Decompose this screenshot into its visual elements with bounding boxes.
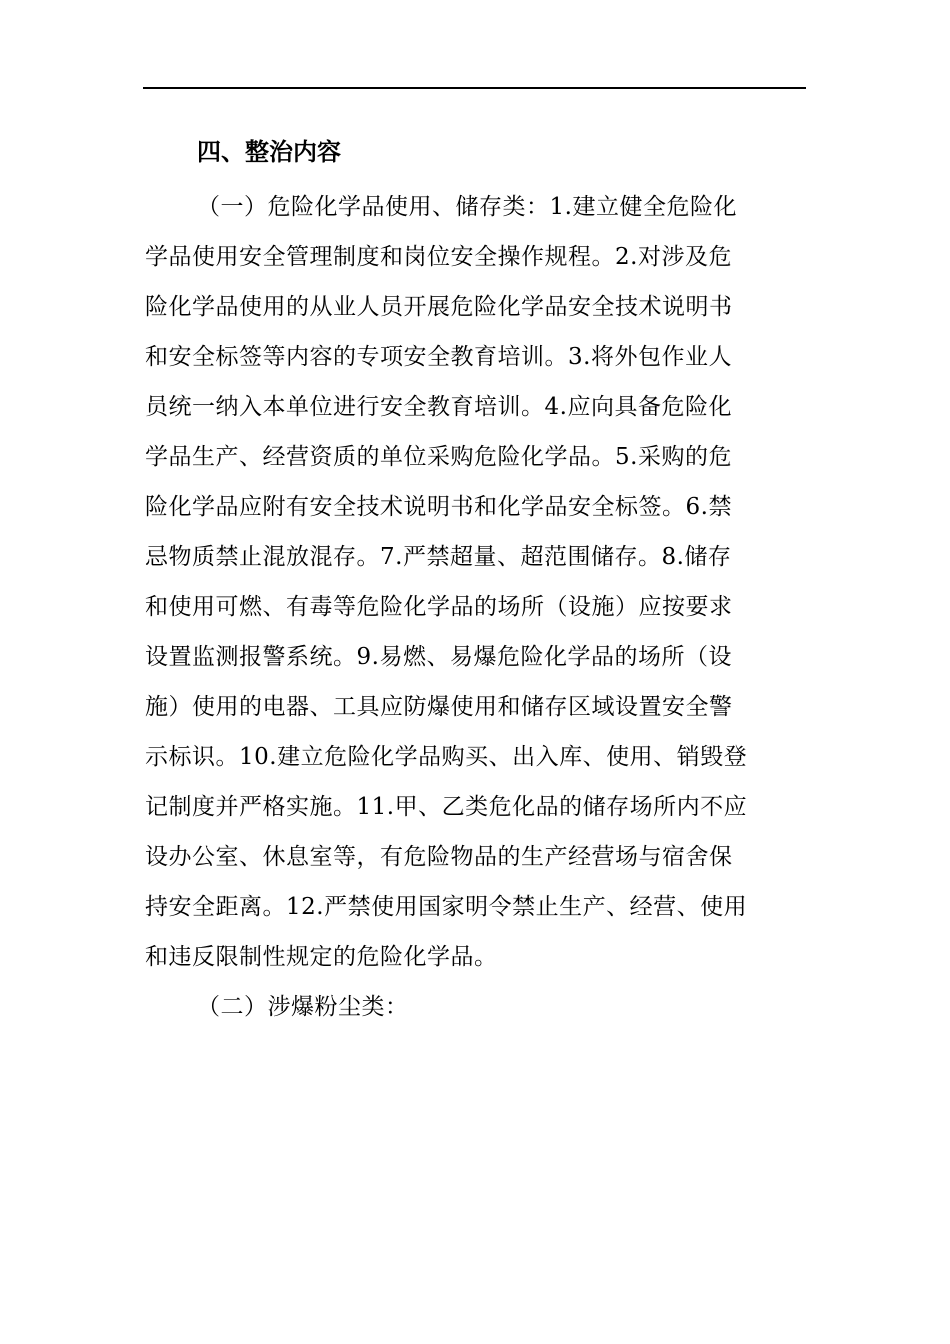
text-line: （一）危险化学品使用、储存类：1.建立健全危险化: [197, 194, 737, 220]
text-line: 和使用可燃、有毒等危险化学品的场所（设施）应按要求: [145, 594, 733, 620]
text-line: 学品生产、经营资质的单位采购危险化学品。5.采购的危: [145, 444, 732, 470]
text-line: 和安全标签等内容的专项安全教育培训。3.将外包作业人: [145, 344, 732, 370]
text-line: 持安全距离。12.严禁使用国家明令禁止生产、经营、使用: [145, 894, 748, 920]
text-line: 险化学品使用的从业人员开展危险化学品安全技术说明书: [145, 294, 733, 320]
text-line: 设置监测报警系统。9.易燃、易爆危险化学品的场所（设: [145, 644, 732, 670]
text-line: 记制度并严格实施。11.甲、乙类危化品的储存场所内不应: [145, 794, 748, 820]
section-heading: 四、整治内容: [197, 138, 341, 166]
text-line: 员统一纳入本单位进行安全教育培训。4.应向具备危险化: [145, 394, 732, 420]
text-line: 忌物质禁止混放混存。7.严禁超量、超范围储存。8.储存: [145, 544, 732, 570]
text-line: 示标识。10.建立危险化学品购买、出入库、使用、销毁登: [145, 744, 748, 770]
header-rule: [143, 87, 806, 89]
paragraph-explosive-dust: [145, 982, 800, 1032]
text-line: 和违反限制性规定的危险化学品。: [145, 944, 498, 970]
text-line: 学品使用安全管理制度和岗位安全操作规程。2.对涉及危: [145, 244, 732, 270]
paragraph-hazardous-chemicals: [145, 182, 800, 982]
document-body: [145, 132, 800, 1032]
text-line: （二）涉爆粉尘类：: [197, 994, 409, 1020]
text-line: 险化学品应附有安全技术说明书和化学品安全标签。6.禁: [145, 494, 732, 520]
text-line: 施）使用的电器、工具应防爆使用和储存区域设置安全警: [145, 694, 733, 720]
text-line: 设办公室、休息室等，有危险物品的生产经营场与宿舍保: [145, 844, 733, 870]
